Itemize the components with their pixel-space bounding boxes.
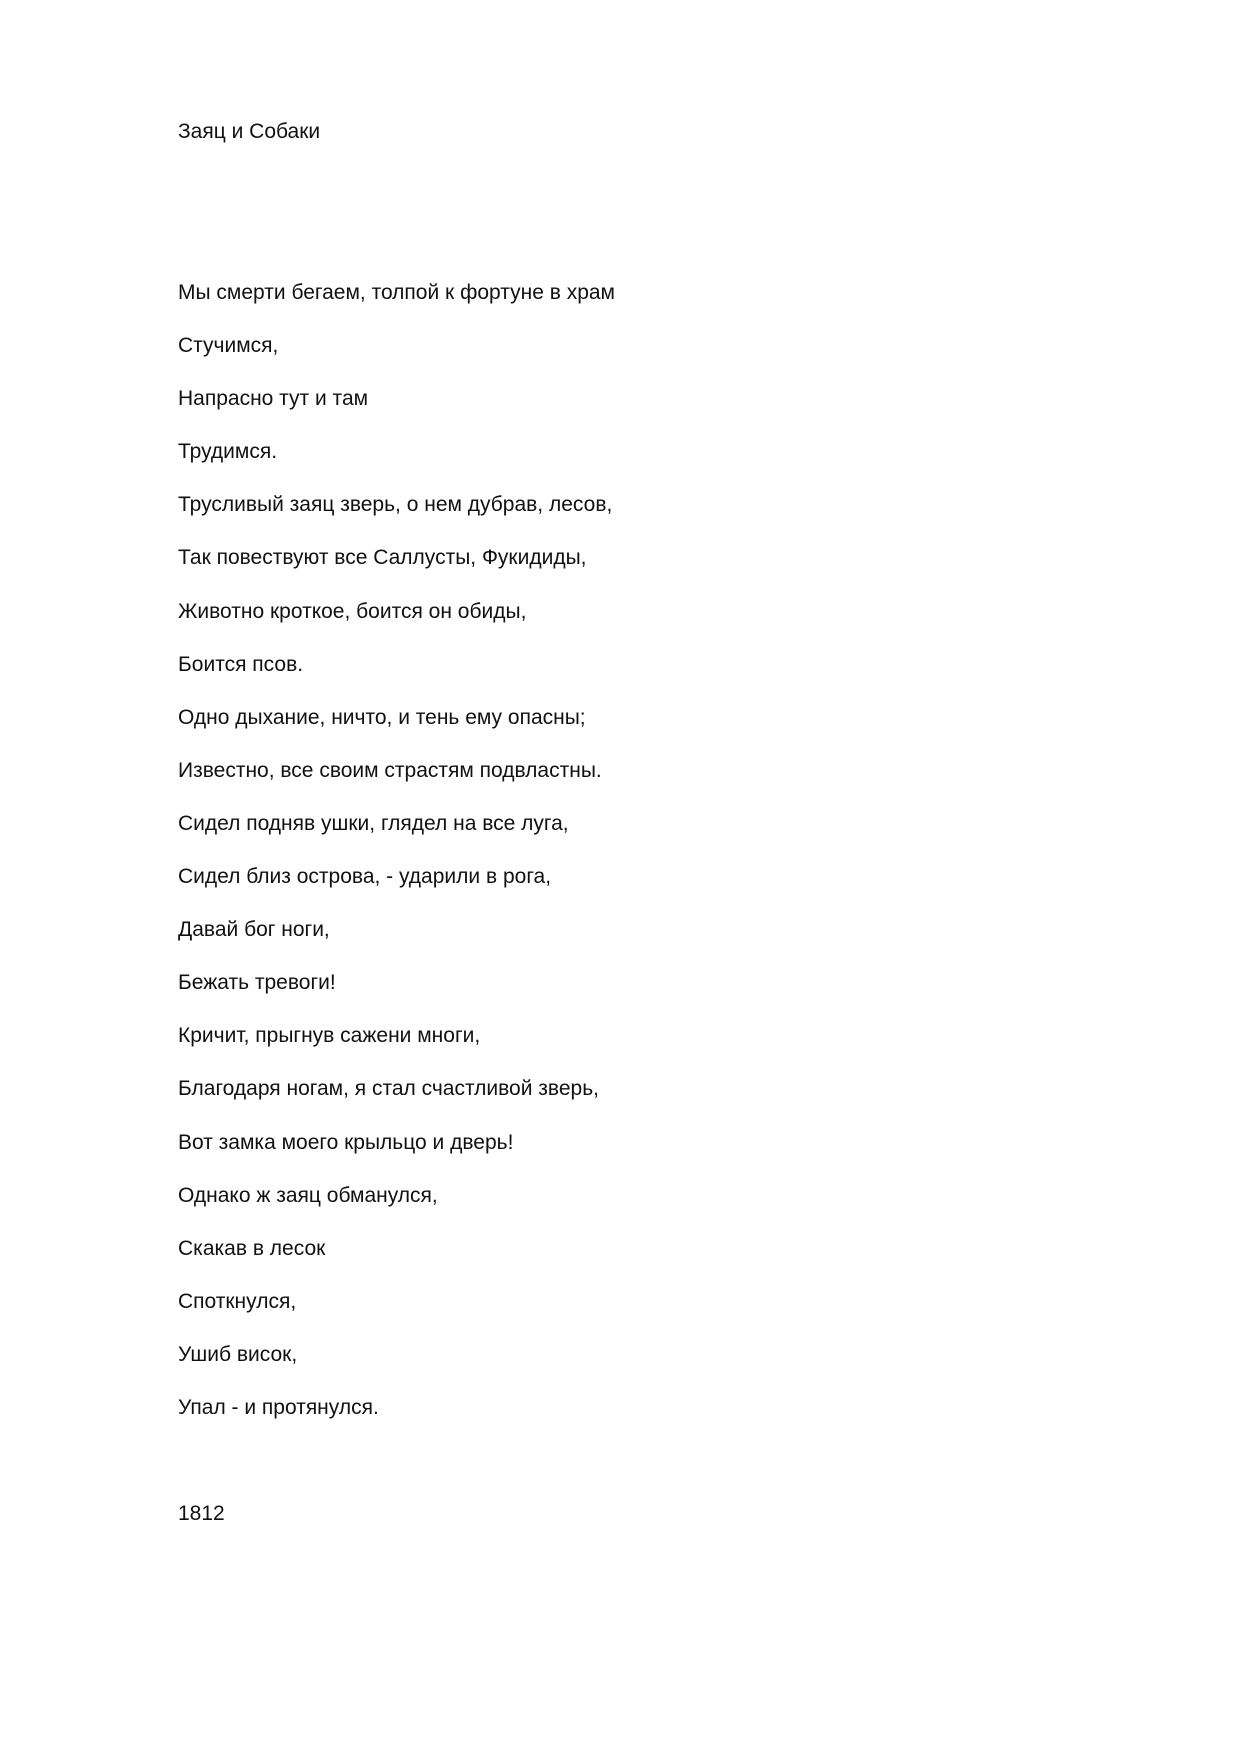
poem-year: 1812 bbox=[178, 1502, 225, 1525]
poem-line: Сидел подняв ушки, глядел на все луга, bbox=[178, 811, 569, 835]
poem-line: Споткнулся, bbox=[178, 1289, 297, 1313]
poem-line: Животно кроткое, боится он обиды, bbox=[178, 599, 527, 623]
poem-line: Боится псов. bbox=[178, 652, 304, 676]
poem-line: Стучимся, bbox=[178, 334, 279, 358]
poem-line: Давай бог ноги, bbox=[178, 918, 330, 942]
poem-line: Скакав в лесок bbox=[178, 1236, 326, 1260]
poem-line: Сидел близ острова, - ударили в рога, bbox=[178, 865, 552, 889]
poem-title: Заяц и Собаки bbox=[178, 120, 321, 143]
poem-line: Известно, все своим страстям подвластны. bbox=[178, 758, 602, 782]
poem-line: Одно дыхание, ничто, и тень ему опасны; bbox=[178, 705, 586, 729]
poem-line: Благодаря ногам, я стал счастливой зверь, bbox=[178, 1077, 599, 1101]
poem-line: Так повествуют все Саллусты, Фукидиды, bbox=[178, 546, 587, 570]
poem-line: Бежать тревоги! bbox=[178, 971, 336, 995]
poem-line: Вот замка моего крыльцо и дверь! bbox=[178, 1130, 514, 1154]
poem-line: Кричит, прыгнув сажени многи, bbox=[178, 1024, 481, 1048]
poem-line: Однако ж заяц обманулся, bbox=[178, 1183, 438, 1207]
poem-line: Упал - и протянулся. bbox=[178, 1395, 379, 1419]
poem-line: Мы смерти бегаем, толпой к фортуне в храм bbox=[178, 281, 615, 304]
poem-line: Ушиб висок, bbox=[178, 1342, 298, 1366]
poem-line: Трудимся. bbox=[178, 440, 278, 464]
poem-line: Трусливый заяц зверь, о нем дубрав, лесов, bbox=[178, 493, 613, 517]
poem-line: Напрасно тут и там bbox=[178, 387, 369, 411]
poem-body bbox=[178, 279, 615, 1447]
